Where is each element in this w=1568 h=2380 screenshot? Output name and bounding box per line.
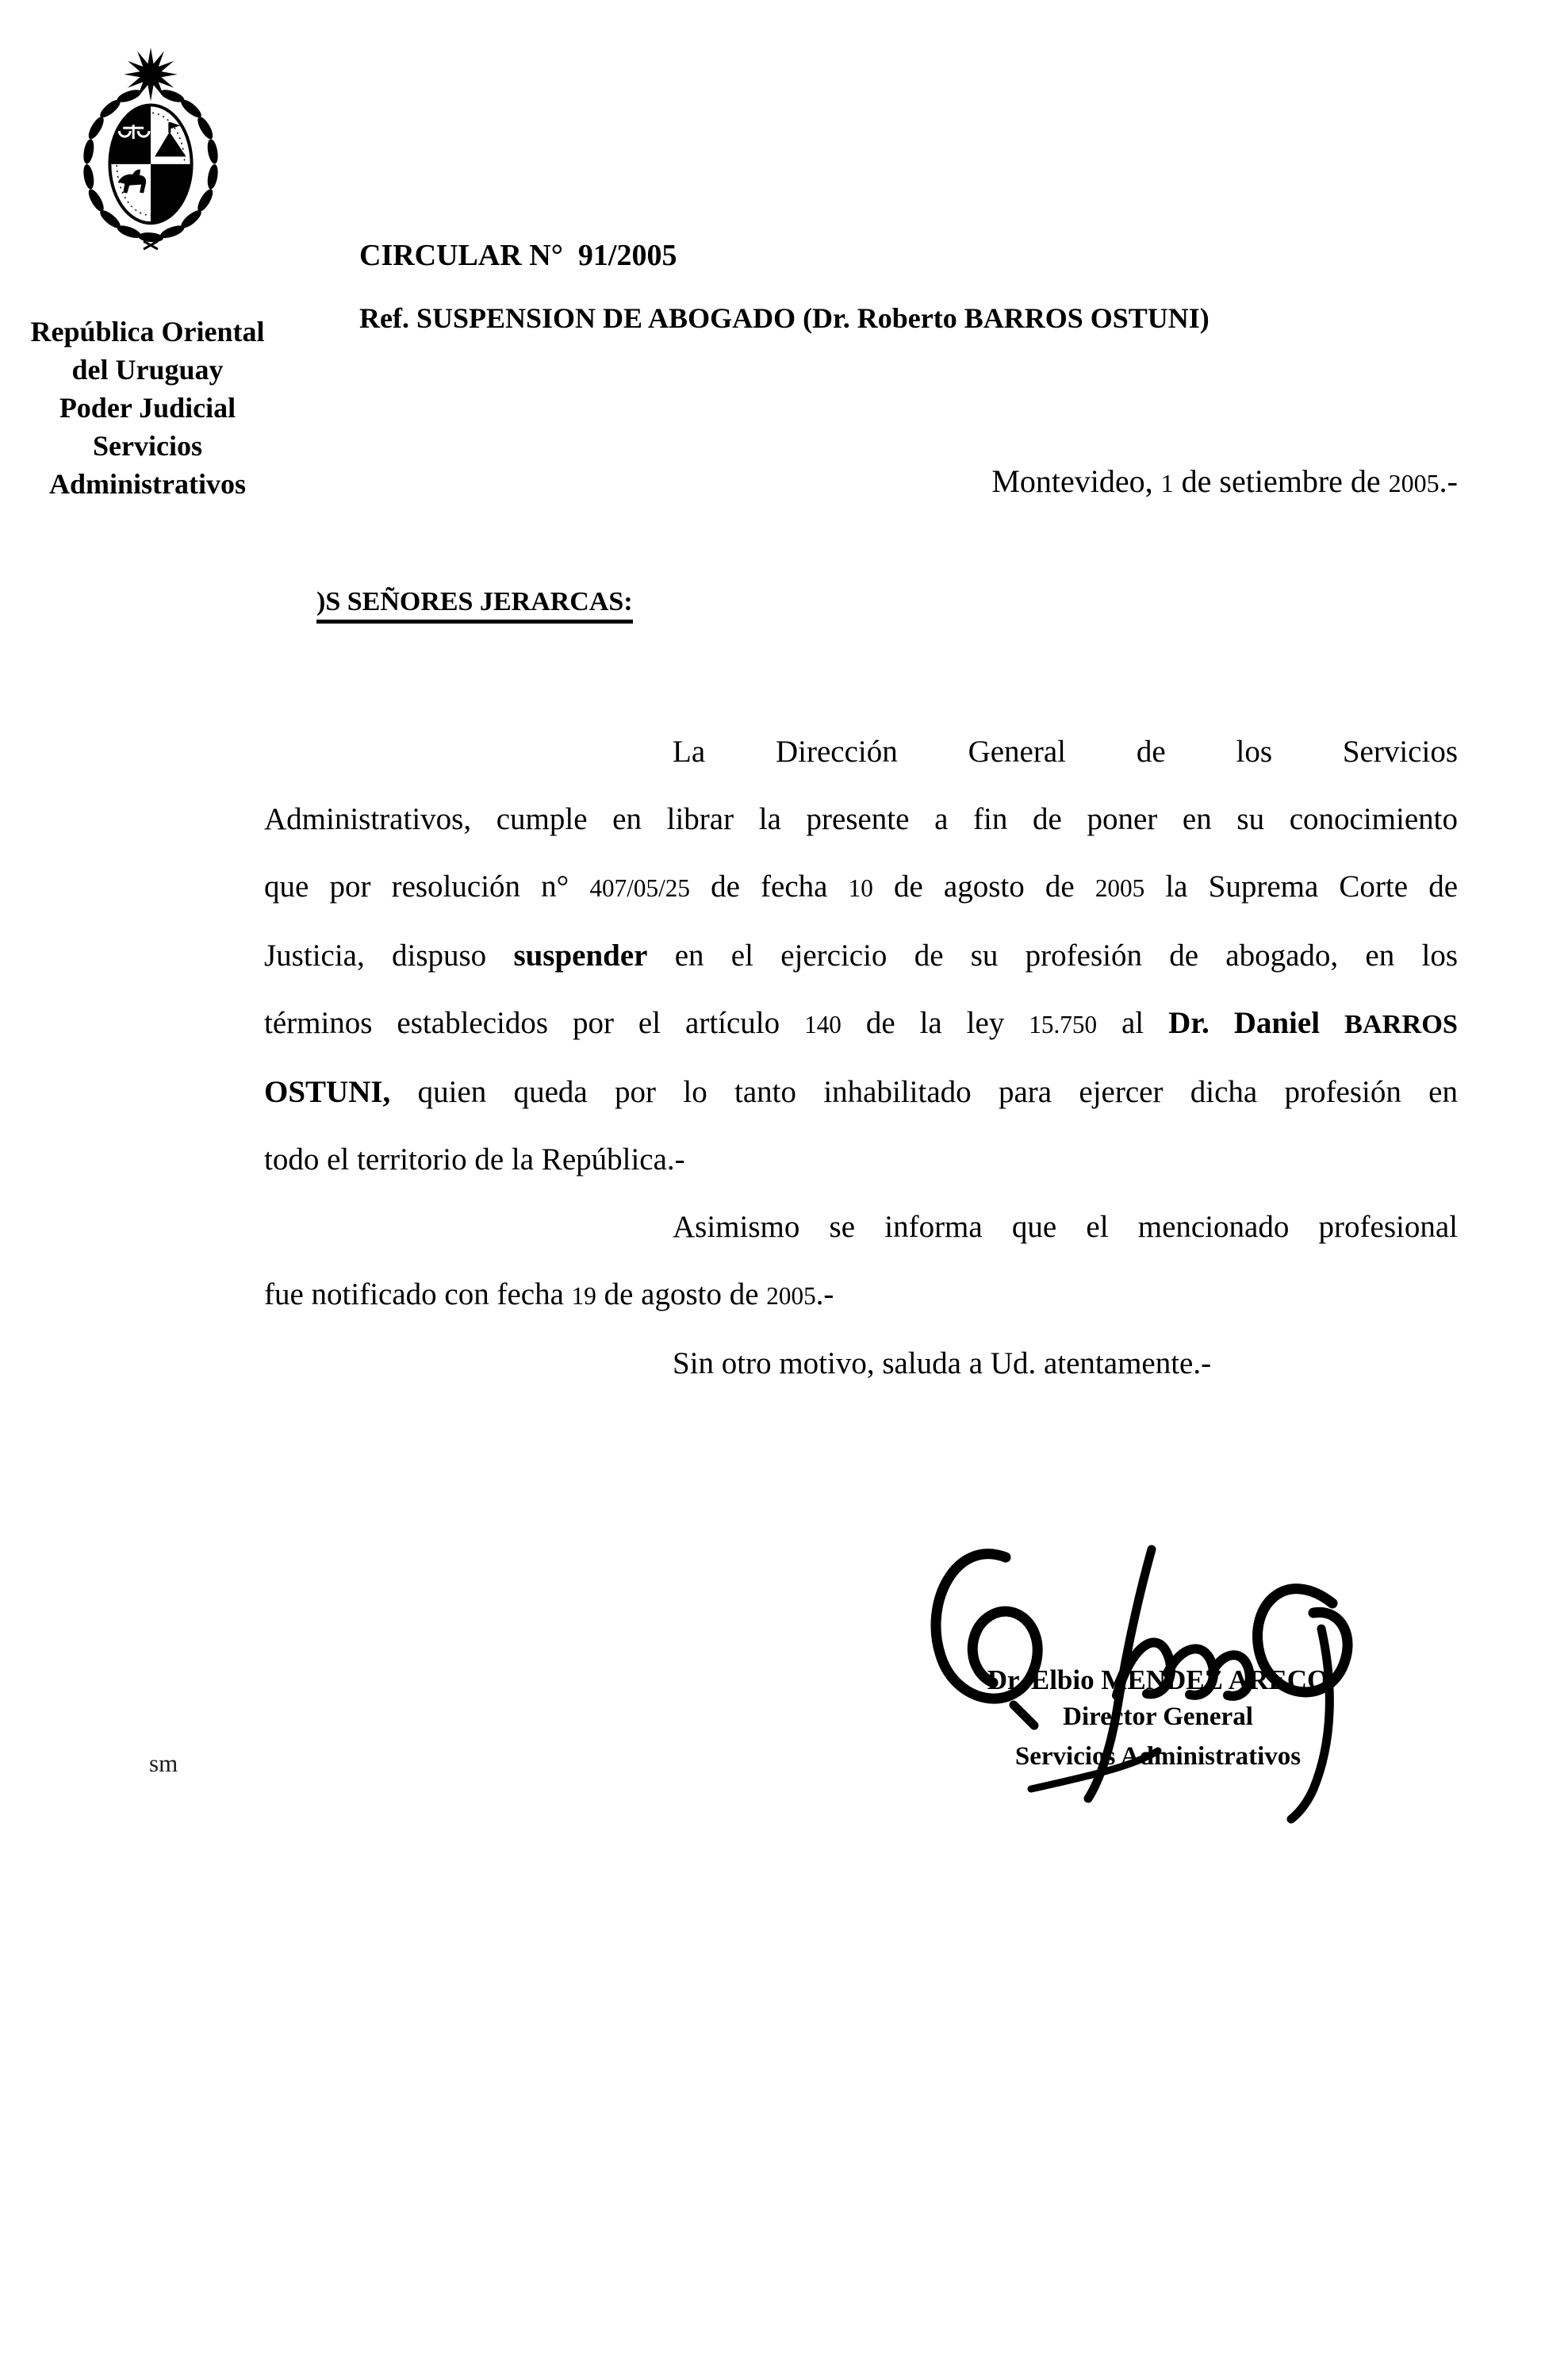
text-segment: suspender	[513, 939, 648, 973]
text-segment: .-	[815, 1277, 834, 1311]
text-segment: de agosto de	[872, 869, 1095, 904]
text-segment: de setiembre de	[1173, 463, 1389, 499]
signature-block	[912, 1527, 1420, 1884]
text-segment: todo el territorio de la República.-	[264, 1142, 685, 1177]
text-segment: de la ley	[841, 1006, 1029, 1040]
org-line: Poder Judicial	[59, 392, 236, 424]
body-line	[264, 853, 1458, 922]
text-segment: 10	[848, 874, 873, 902]
uruguay-coat-of-arms-icon	[75, 46, 226, 251]
text-segment: Asimismo se informa que el mencionado profesional	[673, 1210, 1458, 1244]
text-segment: .-	[1439, 463, 1458, 499]
text-segment: 19	[571, 1282, 596, 1310]
text-segment: 407/05/25	[589, 874, 690, 902]
text-segment: que por resolución n°	[264, 869, 590, 904]
text-segment: fue notificado con fecha	[264, 1277, 572, 1311]
org-line: Servicios	[93, 430, 202, 462]
text-segment: 140	[804, 1011, 842, 1038]
text-segment: en el ejercicio de su profesión de abogado, en los	[647, 939, 1459, 973]
text-segment: La Dirección General de los Servicios	[673, 735, 1458, 769]
text-segment: de agosto de	[596, 1277, 767, 1311]
body-line	[264, 1261, 1458, 1330]
signatory-title: Director General	[1063, 1702, 1253, 1731]
addressee-line: )S SEÑORES JERARCAS:	[316, 587, 633, 624]
typist-initials: sm	[149, 1749, 178, 1777]
org-line: Administrativos	[48, 468, 246, 500]
text-segment: Dr. Daniel	[1168, 1006, 1344, 1040]
horse-icon	[118, 170, 146, 194]
dateline	[903, 463, 1458, 500]
body-line	[264, 785, 1458, 853]
text-segment: BARROS	[1344, 1009, 1458, 1039]
mountain-icon	[155, 122, 186, 156]
body-line	[264, 922, 1458, 989]
text-segment: 2005	[1388, 469, 1440, 497]
body-line	[264, 1193, 1458, 1261]
text-segment: de fecha	[689, 869, 849, 904]
text-segment: 2005	[1095, 874, 1145, 902]
body-line	[264, 1330, 1458, 1397]
text-segment: 1	[1160, 469, 1174, 497]
text-segment: términos establecidos por el artículo	[264, 1006, 805, 1040]
body-line	[264, 1126, 1458, 1193]
body-line	[264, 718, 1458, 785]
text-segment: 15.750	[1029, 1011, 1098, 1038]
reference-line: Ref. SUSPENSION DE ABOGADO (Dr. Roberto BARROS OSTUNI)	[359, 302, 1210, 334]
body-paragraphs	[264, 718, 1458, 1397]
letterhead-org-block	[6, 313, 289, 503]
org-line: del Uruguay	[71, 354, 224, 386]
text-segment: al	[1097, 1006, 1169, 1040]
signatory-name: Dr. Elbio MENDEZ ARECO	[987, 1664, 1329, 1695]
text-segment: Justicia, dispuso	[264, 939, 514, 973]
body-line	[264, 1058, 1458, 1126]
text-segment: Montevideo,	[991, 463, 1161, 499]
text-segment: la Suprema Corte de	[1144, 869, 1459, 904]
text-segment: Administrativos, cumple en librar la presente a fin de poner en su conocimiento	[264, 802, 1458, 836]
signatory-office: Servicios Administrativos	[1014, 1742, 1302, 1771]
text-segment: Sin otro motivo, saluda a Ud. atentamente.-	[673, 1346, 1212, 1380]
org-line: República Oriental	[30, 316, 265, 347]
body-line	[264, 989, 1458, 1058]
text-segment: quien queda por lo tanto inhabilitado para ejercer dicha profesión en	[390, 1075, 1458, 1109]
text-segment: OSTUNI,	[264, 1075, 391, 1109]
circular-number: CIRCULAR N° 91/2005	[359, 239, 677, 272]
text-segment: 2005	[766, 1282, 816, 1310]
